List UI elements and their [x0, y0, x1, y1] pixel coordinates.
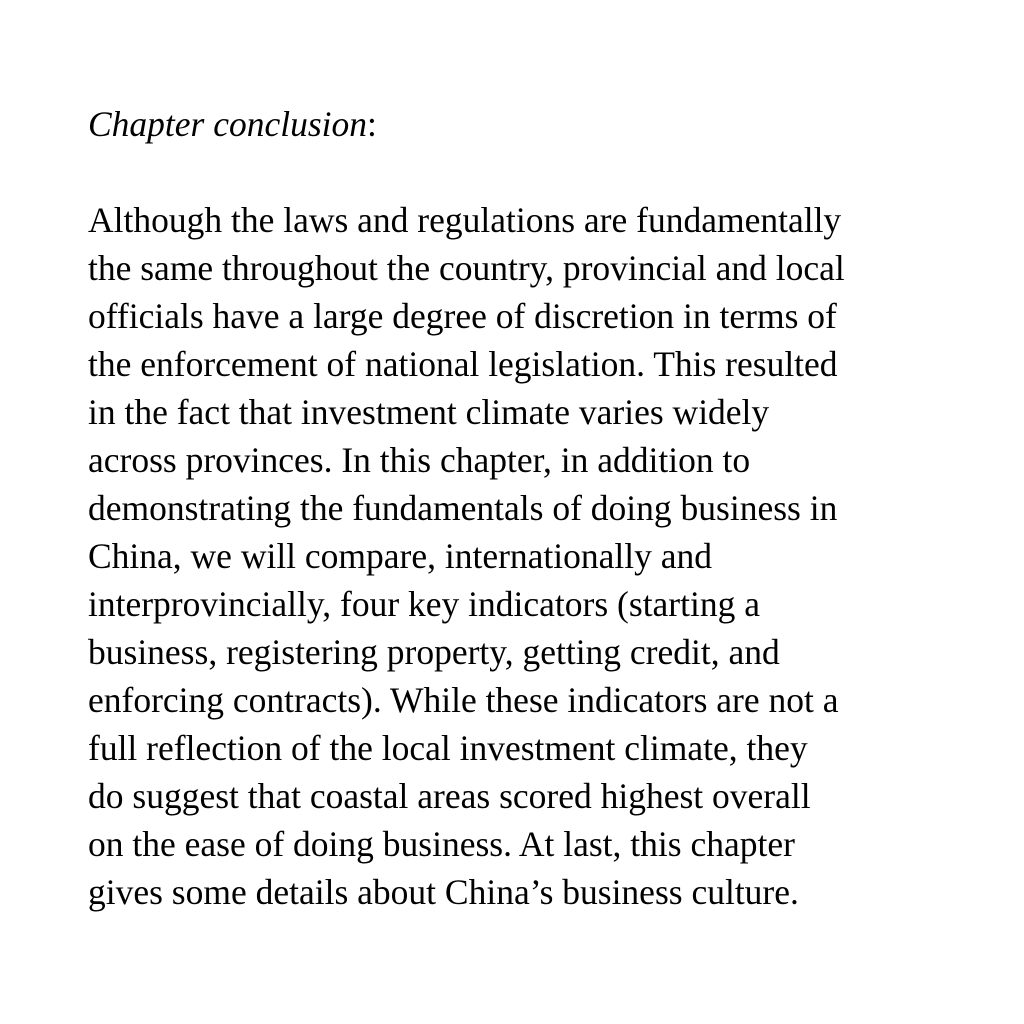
chapter-heading-colon: : [367, 104, 377, 144]
paragraph-line: Although the laws and regulations are fundamentally [88, 200, 842, 240]
paragraph-line: China, we will compare, internationally and [88, 536, 713, 576]
paragraph-line: do suggest that coastal areas scored highest overall [88, 776, 811, 816]
paragraph-line: the enforcement of national legislation. This resulted [88, 344, 838, 384]
paragraph-line: full reflection of the local investment climate, they [88, 728, 808, 768]
paragraph-line: across provinces. In this chapter, in addition to [88, 440, 751, 480]
paragraph-line: on the ease of doing business. At last, this chapter [88, 824, 795, 864]
conclusion-paragraph [88, 196, 948, 916]
paragraph-line: demonstrating the fundamentals of doing business in [88, 488, 838, 528]
paragraph-line: business, registering property, getting credit, and [88, 632, 780, 672]
paragraph-line: gives some details about China’s business culture. [88, 872, 799, 912]
chapter-heading [88, 100, 948, 148]
paragraph-line: interprovincially, four key indicators (starting a [88, 584, 760, 624]
chapter-heading-italic: Chapter conclusion [88, 104, 368, 144]
document-page [88, 100, 948, 916]
paragraph-line: enforcing contracts). While these indicators are not a [88, 680, 839, 720]
paragraph-line: in the fact that investment climate varies widely [88, 392, 770, 432]
paragraph-line: officials have a large degree of discretion in terms of [88, 296, 837, 336]
paragraph-line: the same throughout the country, provincial and local [88, 248, 845, 288]
